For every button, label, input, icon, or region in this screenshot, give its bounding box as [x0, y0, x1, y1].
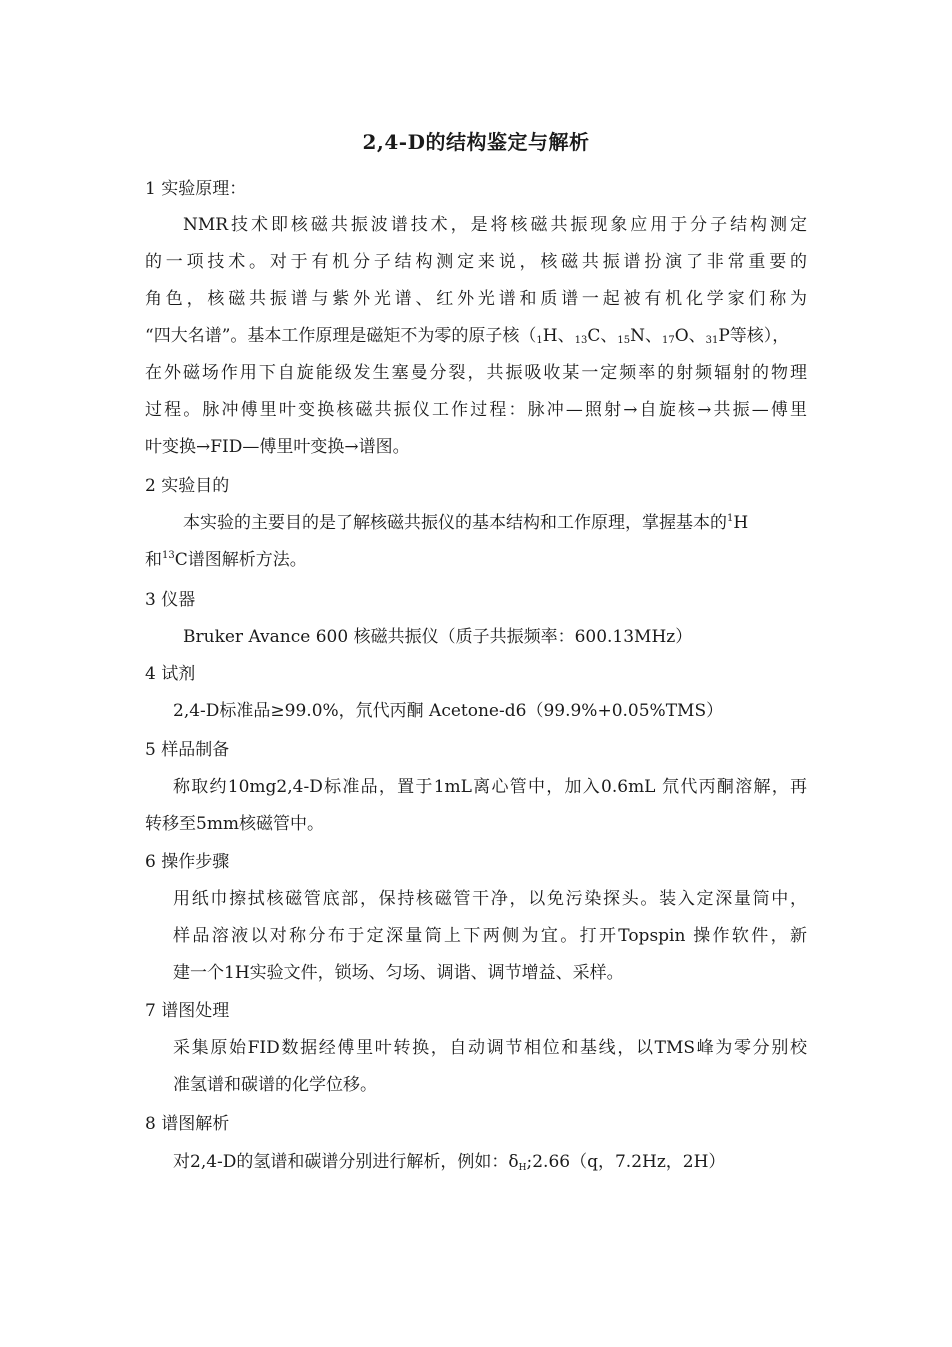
- section-4-line-1: 2,4-D标准品≥99.0%，氘代丙酮 Acetone-d6（99.9%+0.05%TMS）: [173, 701, 724, 721]
- section-1-line-2: 的一项技术。对于有机分子结构测定来说，核磁共振谱扮演了非常重要的: [145, 252, 807, 272]
- section-7-line-1: 采集原始FID数据经傅里叶转换，自动调节相位和基线，以TMS峰为零分别校: [173, 1038, 807, 1058]
- section-5-line-1: 称取约10mg2,4-D标准品，置于1mL离心管中，加入0.6mL 氘代丙酮溶解，再: [173, 777, 807, 797]
- section-4-heading: 4 试剂: [145, 664, 196, 684]
- section-1-line-3: 角色，核磁共振谱与紫外光谱、红外光谱和质谱一起被有机化学家们称为: [145, 289, 807, 309]
- section-1-line-5: 在外磁场作用下自旋能级发生塞曼分裂，共振吸收某一定频率的射频辐射的物理: [145, 363, 807, 383]
- section-1-heading: 1 实验原理：: [145, 179, 247, 199]
- section-6-line-1: 用纸巾擦拭核磁管底部，保持核磁管干净，以免污染探头。装入定深量筒中，: [173, 889, 807, 909]
- section-6-heading: 6 操作步骤: [145, 852, 230, 872]
- section-8-heading: 8 谱图解析: [145, 1114, 230, 1134]
- section-2-line-1: 本实验的主要目的是了解核磁共振仪的基本结构和工作原理，掌握基本的$^1$H: [183, 513, 749, 533]
- section-2-line-2: 和$^{13}$C谱图解析方法。: [145, 550, 307, 570]
- section-1-line-6: 过程。脉冲傅里叶变换核磁共振仪工作过程：脉冲—照射→自旋核→共振—傅里: [145, 400, 807, 420]
- section-3-heading: 3 仪器: [145, 590, 196, 610]
- section-3-line-1: Bruker Avance 600 核磁共振仪（质子共振频率：600.13MHz）: [183, 627, 693, 647]
- section-8-line-1: 对2,4-D的氢谱和碳谱分别进行解析，例如：$\delta_H;2.66(q$，7.2Hz，2H）: [173, 1152, 726, 1173]
- section-7-heading: 7 谱图处理: [145, 1001, 230, 1021]
- document-title: 2,4-D的结构鉴定与解析: [362, 130, 590, 154]
- section-5-line-2: 转移至5mm核磁管中。: [145, 814, 325, 834]
- section-1-line-4: “四大名谱”。基本工作原理是磁矩不为零的原子核（$_1H$、$_{13}$C、$_{15}$N、$_{17}$O、$_{31}$P等核），: [145, 326, 790, 346]
- section-2-heading: 2 实验目的: [145, 476, 230, 496]
- section-6-line-2: 样品溶液以对称分布于定深量筒上下两侧为宜。打开Topspin 操作软件，新: [173, 926, 807, 946]
- section-1-line-1: NMR技术即核磁共振波谱技术，是将核磁共振现象应用于分子结构测定: [183, 215, 807, 235]
- section-6-line-3: 建一个1H实验文件，锁场、匀场、调谐、调节增益、采样。: [173, 963, 624, 983]
- section-1-line-7: 叶变换→FID—傅里叶变换→谱图。: [145, 437, 410, 457]
- section-5-heading: 5 样品制备: [145, 740, 230, 760]
- section-7-line-2: 准氢谱和碳谱的化学位移。: [173, 1075, 377, 1095]
